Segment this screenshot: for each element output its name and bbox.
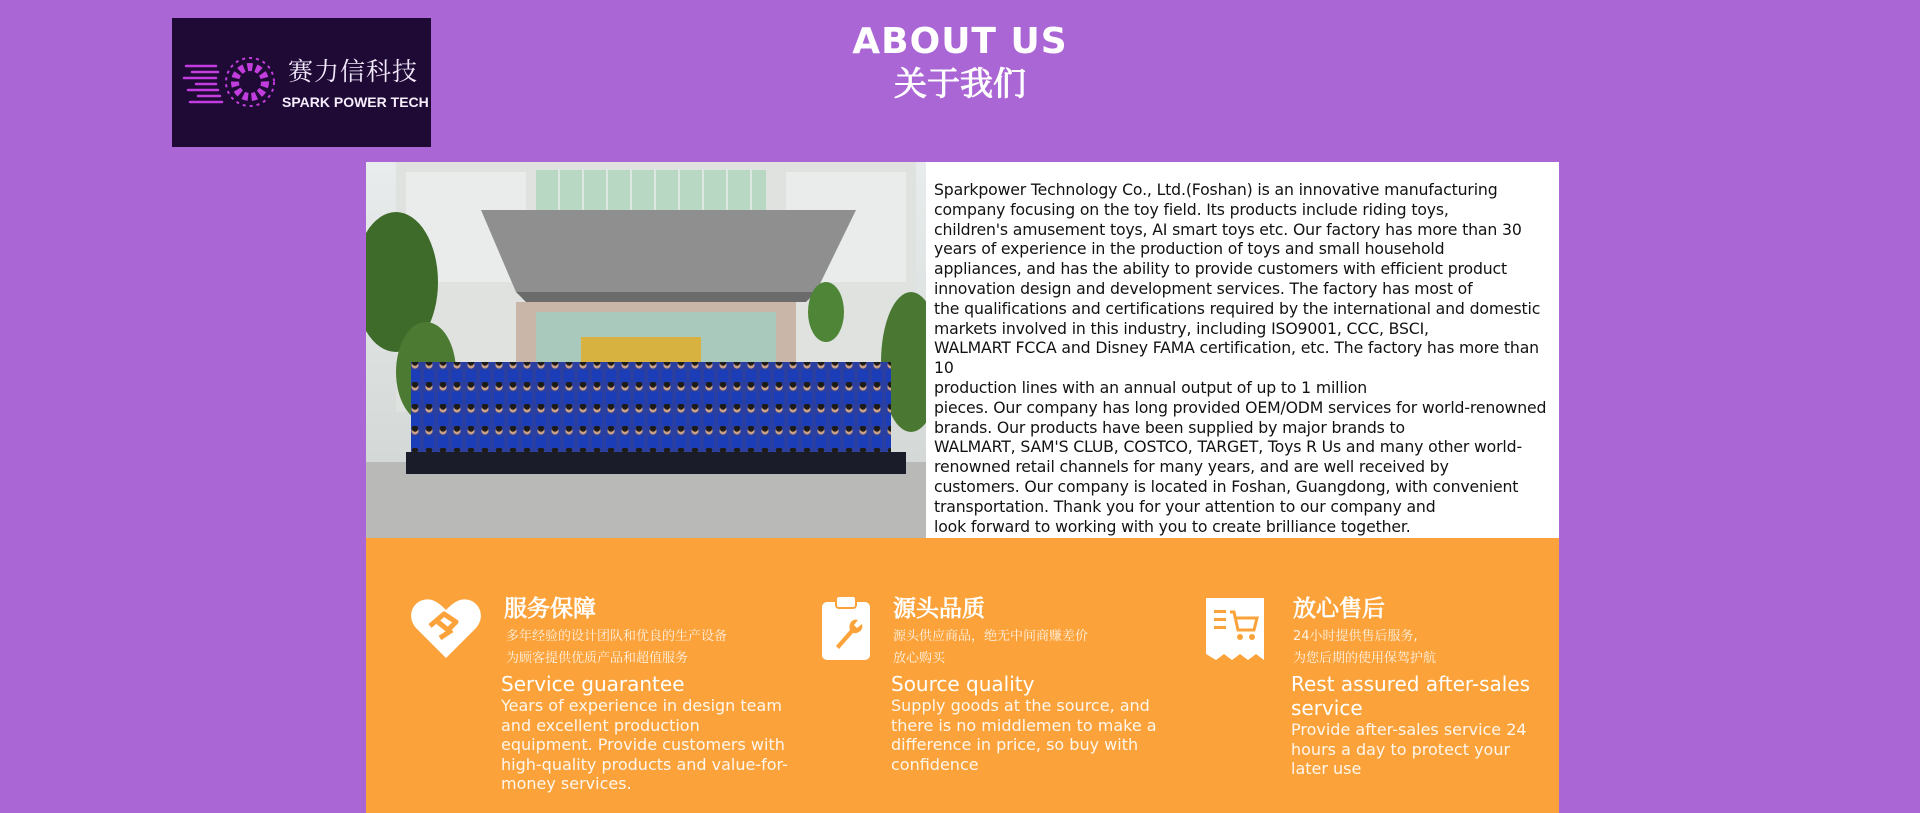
features-panel [366, 538, 1559, 813]
feature-cn-desc: 多年经验的设计团队和优良的生产设备 为顾客提供优质产品和超值服务 [506, 629, 728, 666]
clipboard-wrench-icon [820, 594, 872, 662]
team-group-photo [366, 162, 926, 538]
heading-en: ABOUT US [852, 21, 1068, 62]
page-heading [760, 20, 1160, 104]
feature-en-title: Rest assured after-sales service [1291, 672, 1531, 720]
logo-cn-text: 赛力信科技 [288, 57, 419, 86]
feature-service-guarantee [366, 538, 788, 813]
feature-cn-title: 源头品质 [893, 596, 985, 622]
feature-en-desc: Supply goods at the source, and there is no middlemen to make a difference in price, so buy with confidence [891, 696, 1157, 774]
feature-cn-title: 服务保障 [504, 596, 596, 622]
feature-en-title: Source quality [891, 672, 1035, 696]
feature-cn-desc: 源头供应商品，绝无中间商赚差价 放心购买 [893, 629, 1089, 666]
feature-en-desc: Provide after-sales service 24 hours a day to protect your later use [1291, 720, 1527, 778]
feature-en-title: Service guarantee [501, 672, 685, 696]
spark-gear-logo-icon [182, 52, 287, 112]
heart-handshake-icon [410, 596, 482, 660]
heading-cn: 关于我们 [894, 64, 1026, 103]
feature-cn-desc: 24小时提供售后服务, 为您后期的使用保驾护航 [1293, 629, 1437, 666]
about-panel [366, 162, 1559, 538]
about-description: Sparkpower Technology Co., Ltd.(Foshan) is an innovative manufacturing company focusing on the toy field. Its products include riding toys, children's amusement toys, AI smart toys etc. Our factory has more than 30 years of experience in the production of toys and small household appliances, and has the ability to provide customers with efficient product innovation design and development services. The factory has most of the qualifications and certifications required by the international and domestic markets involved in this industry, including ISO9001, CCC, BSCI, WALMART FCCA and Disney FAMA certification, etc. The factory has more than 10 production lines with an annual output of up to 1 million pieces. Our company has long provided OEM/ODM services for world-renowned brands. Our products have been supplied by major brands to WALMART, SAM'S CLUB, COSTCO, TARGET, Toys R Us and many other world- renowned retail channels for many years, and are well received by customers. Our company is located in Foshan, Guangdong, with convenient transportation. Thank you for your attention to our company and look forward to working with you to create brilliance together. [934, 180, 1547, 536]
feature-source-quality [756, 538, 1157, 813]
logo-en-text: SPARK POWER TECH [282, 94, 429, 110]
brand-logo[interactable] [172, 18, 431, 147]
feature-en-desc: Years of experience in design team and excellent production equipment. Provide customers with high-quality products and value-for-money services. [501, 696, 788, 793]
feature-cn-title: 放心售后 [1293, 596, 1385, 622]
feature-after-sales [1156, 538, 1531, 813]
receipt-cart-icon [1204, 596, 1266, 666]
